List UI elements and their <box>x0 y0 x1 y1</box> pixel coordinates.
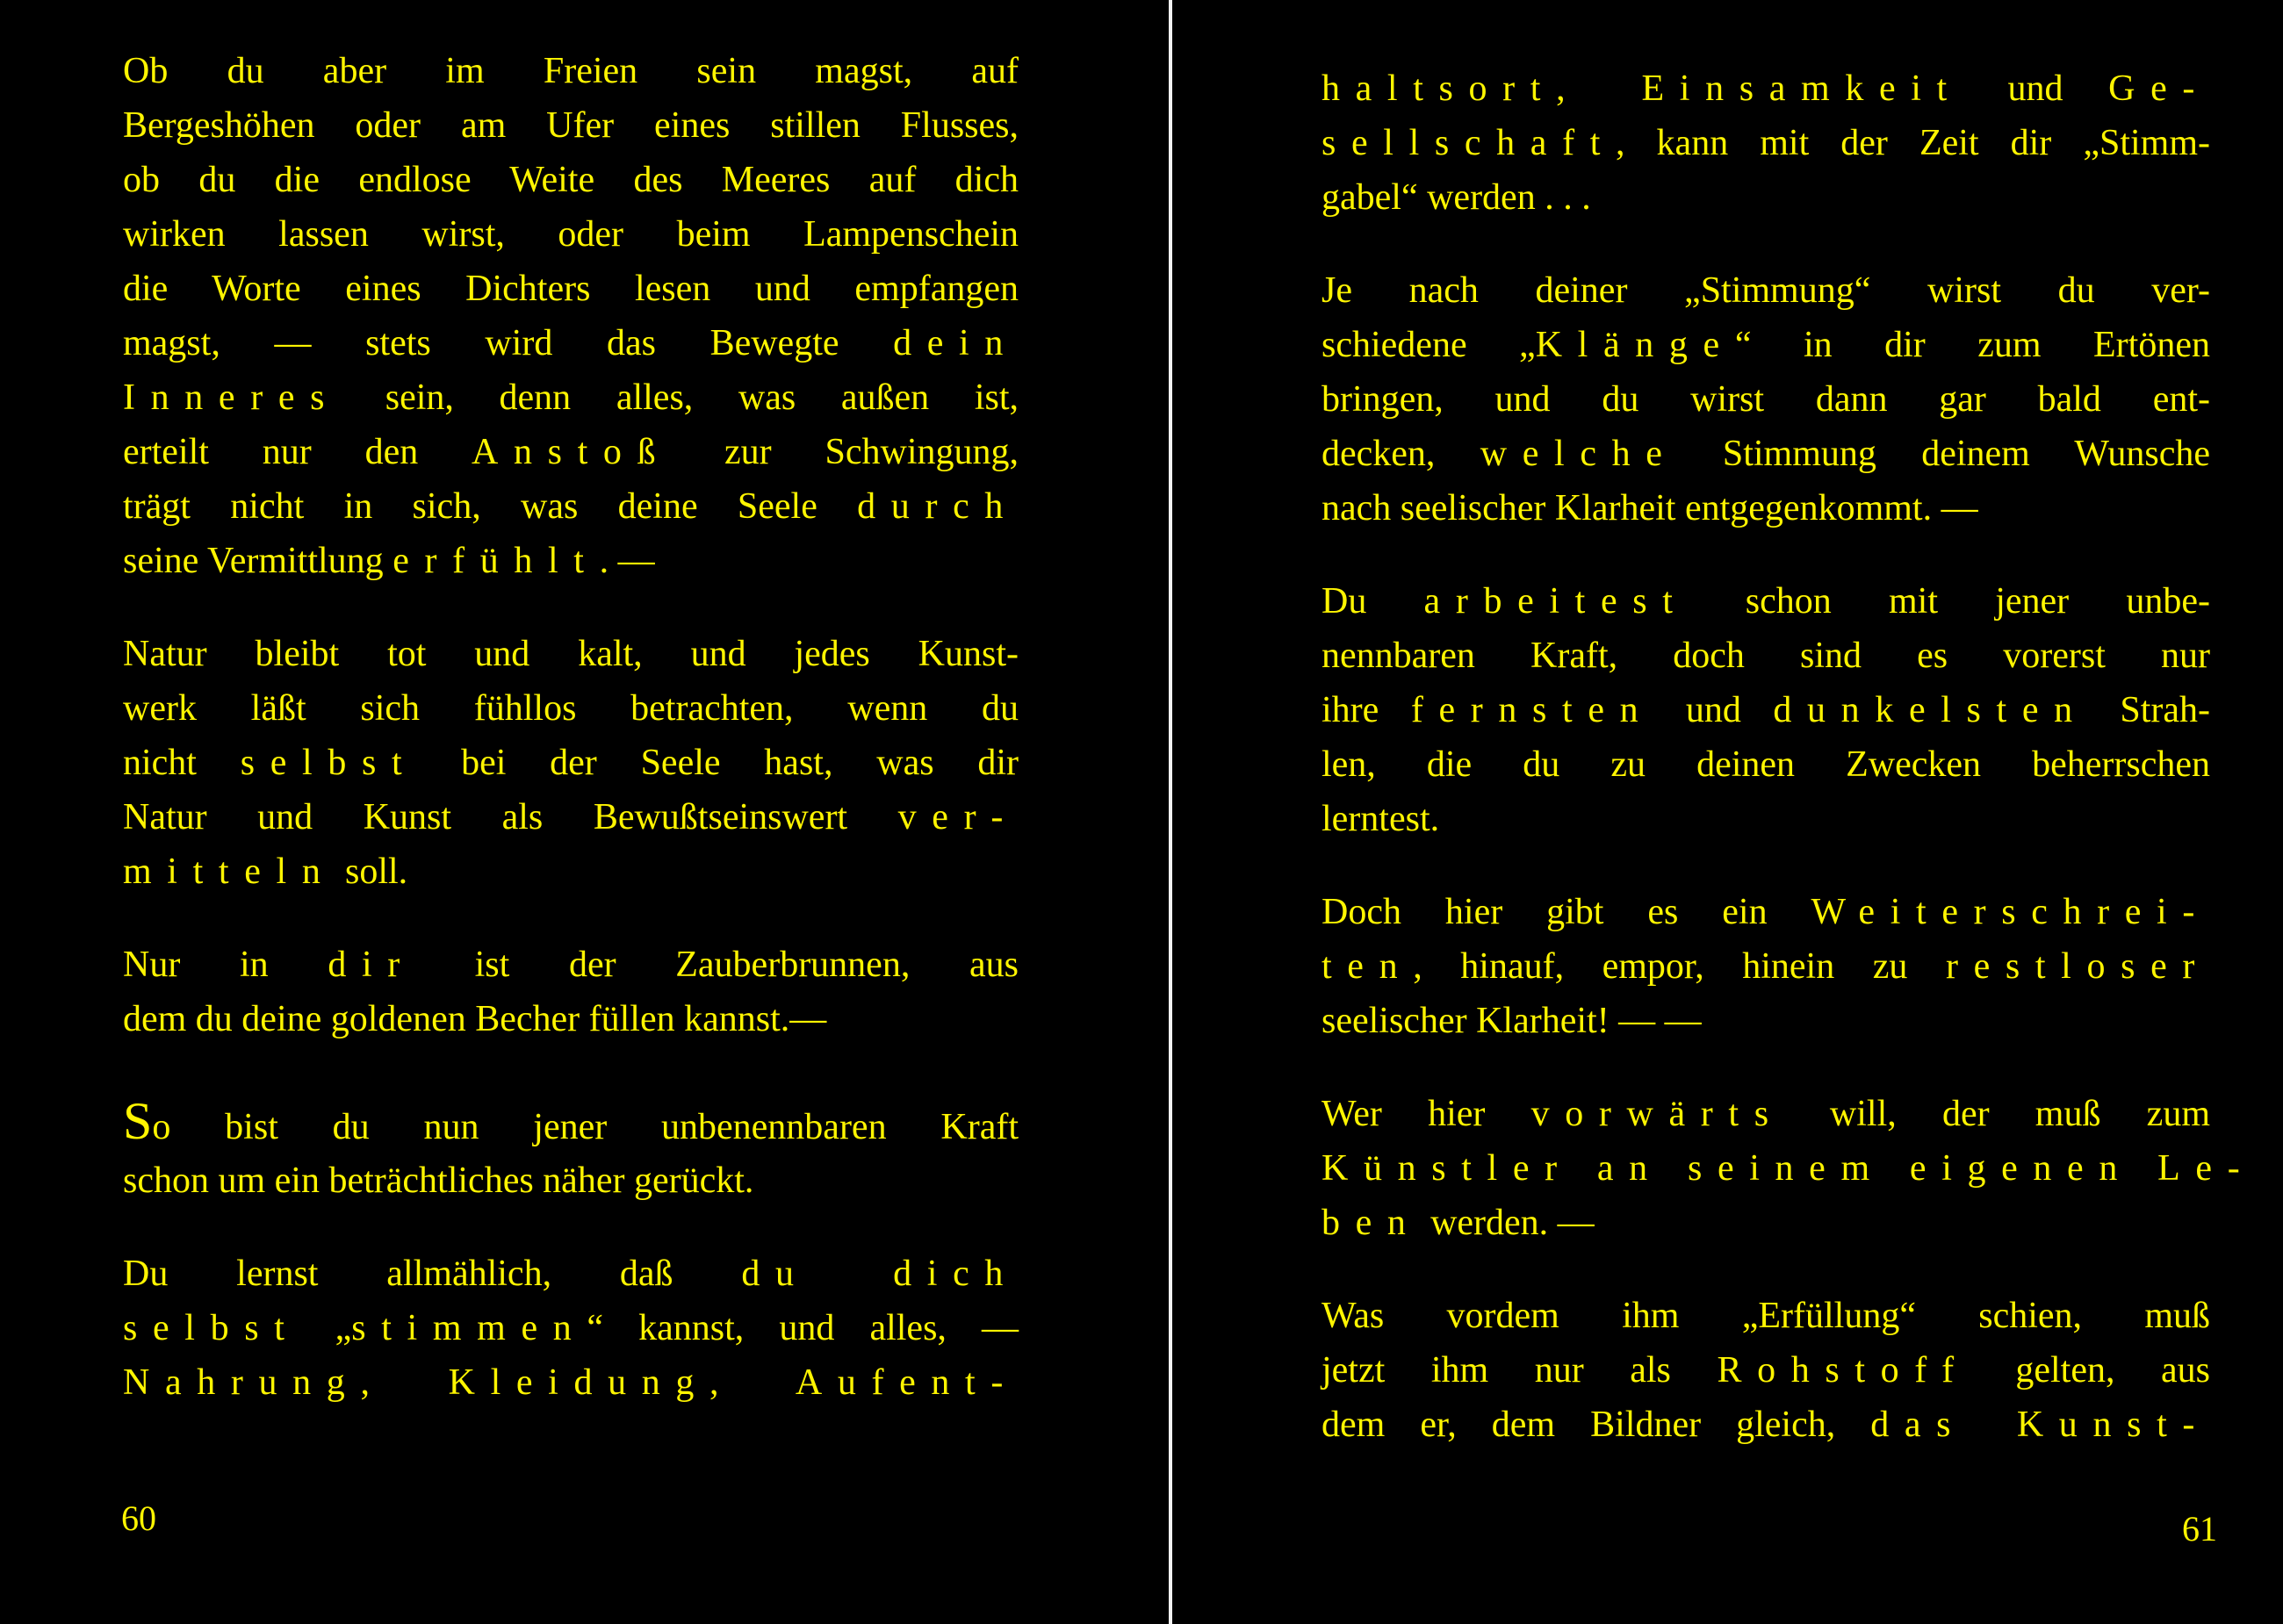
spaced-emphasis: Anstoß <box>472 432 672 472</box>
text-line: nach seelischer Klarheit entgegenkommt. — <box>1322 488 1978 528</box>
spaced-emphasis: Inneres <box>123 377 341 418</box>
left-page-text <box>123 44 1019 1448</box>
spaced-emphasis: ver- <box>897 797 1019 837</box>
spaced-emphasis: stimmen <box>351 1308 587 1348</box>
text-line: So bist du nun jener unbenennbaren Kraft <box>123 1092 1019 1150</box>
spaced-emphasis: erfühlt <box>393 541 600 581</box>
text-line: Natur und Kunst als Bewußtseinswert ver- <box>123 797 1019 837</box>
spaced-emphasis: Weiterschrei- <box>1811 892 2210 932</box>
initial-capital: S <box>123 1092 153 1150</box>
spaced-emphasis: Ge- <box>2108 68 2210 109</box>
spaced-emphasis: fernsten <box>1410 690 1654 730</box>
spaced-emphasis: dein <box>893 323 1019 363</box>
text-line: decken, welche Stimmung deinem Wunsche <box>1322 434 2210 474</box>
spaced-emphasis: vorwärts <box>1530 1094 1784 1134</box>
text-line: ten, hinauf, empor, hinein zu restloser <box>1322 946 2210 987</box>
paragraph <box>1322 263 2210 535</box>
paragraph <box>123 44 1019 588</box>
text-line: die Worte eines Dichters lesen und empfangen <box>123 269 1019 309</box>
paragraph <box>1322 1289 2210 1452</box>
text-line: magst, — stets wird das Bewegte dein <box>123 323 1019 363</box>
text-line: bringen, und du wirst dann gar bald ent- <box>1322 379 2210 420</box>
spaced-emphasis: du dich <box>741 1254 1019 1294</box>
paragraph <box>1322 1087 2256 1250</box>
text-line: erteilt nur den Anstoß zur Schwingung, <box>123 432 1019 472</box>
text-line: trägt nicht in sich, was deine Seele durch <box>123 486 1019 527</box>
text-line: dem du deine goldenen Becher füllen kannst.— <box>123 999 827 1039</box>
text-line: Doch hier gibt es ein Weiterschrei- <box>1322 892 2210 932</box>
paragraph <box>123 1092 1019 1208</box>
right-page <box>1177 0 2283 1624</box>
spaced-emphasis: arbeitest <box>1423 581 1689 622</box>
spaced-emphasis: Klänge <box>1535 325 1735 365</box>
text-line: haltsort, Einsamkeit und Ge- <box>1322 68 2210 109</box>
paragraph <box>123 627 1019 899</box>
text-line: Du arbeitest schon mit jener unbe- <box>1322 581 2210 622</box>
text-line: ihre fernsten und dunkelsten Strah- <box>1322 690 2210 730</box>
page-number: 60 <box>121 1498 156 1538</box>
text-line: Natur bleibt tot und kalt, und jedes Kunst- <box>123 634 1019 674</box>
text-line: lerntest. <box>1322 799 1440 839</box>
text-line: Bergeshöhen oder am Ufer eines stillen Flusses, <box>123 105 1019 146</box>
text-line: wirken lassen wirst, oder beim Lampenschein <box>123 214 1019 255</box>
text-line: dem er, dem Bildner gleich, das Kunst- <box>1322 1405 2211 1445</box>
spaced-emphasis: welche <box>1480 434 1678 474</box>
spaced-emphasis: sellschaft <box>1322 123 1617 163</box>
text-line: Ob du aber im Freien sein magst, auf <box>123 51 1019 91</box>
spaced-emphasis: das Kunst- <box>1870 1405 2211 1445</box>
spaced-emphasis: restloser <box>1945 946 2210 987</box>
spaced-emphasis: durch <box>857 486 1019 527</box>
paragraph <box>1322 61 2210 225</box>
text-line: len, die du zu deinen Zwecken beherrschen <box>1322 744 2210 785</box>
spaced-emphasis: ten <box>1322 946 1414 987</box>
page-number: 61 <box>2182 1509 2217 1549</box>
text-line: mitteln soll. <box>123 852 408 892</box>
text-line: ben werden. — <box>1322 1203 1595 1243</box>
text-line: Du lernst allmählich, daß du dich <box>123 1254 1019 1294</box>
text-line: gabel“ werden . . . <box>1322 177 1591 218</box>
text-line: schon um ein beträchtliches näher gerückt. <box>123 1161 754 1201</box>
right-page-text <box>1322 61 2256 1491</box>
spaced-emphasis: Nahrung, Kleidung, Aufent- <box>123 1362 1019 1403</box>
text-line: nennbaren Kraft, doch sind es vorerst nur <box>1322 636 2210 676</box>
spaced-emphasis: Rohstoff <box>1717 1350 1970 1390</box>
text-line: sellschaft, kann mit der Zeit dir „Stimm- <box>1322 123 2210 163</box>
text-line: jetzt ihm nur als Rohstoff gelten, aus <box>1322 1350 2210 1390</box>
paragraph <box>123 938 1019 1046</box>
text-line: Inneres sein, denn alles, was außen ist, <box>123 377 1019 418</box>
spaced-emphasis: selbst <box>123 1308 300 1348</box>
text-line: Je nach deiner „Stimmung“ wirst du ver- <box>1322 270 2210 311</box>
spaced-emphasis: haltsort, Einsamkeit <box>1322 68 1963 109</box>
text-line: werk läßt sich fühllos betrachten, wenn du <box>123 688 1019 729</box>
text-line <box>1322 1141 2256 1196</box>
text-line: seine Vermittlung erfühlt. — <box>123 541 655 581</box>
book-gutter <box>1169 0 1172 1624</box>
text-line: ob du die endlose Weite des Meeres auf dich <box>123 160 1019 200</box>
spaced-emphasis: selbst <box>240 743 418 783</box>
paragraph <box>123 1247 1019 1410</box>
text-line <box>123 1355 1019 1410</box>
paragraph <box>1322 885 2210 1048</box>
text-line: Wer hier vorwärts will, der muß zum <box>1322 1094 2210 1134</box>
spaced-emphasis: dir <box>328 945 415 985</box>
text-line: schiedene „Klänge“ in dir zum Ertönen <box>1322 325 2210 365</box>
spaced-emphasis: ben <box>1322 1203 1422 1243</box>
spaced-emphasis: dunkelsten <box>1773 690 2088 730</box>
text-line: selbst „stimmen“ kannst, und alles, — <box>123 1308 1019 1348</box>
spaced-emphasis: mitteln <box>123 852 336 892</box>
spaced-emphasis: Künstler an seinem eigenen Le- <box>1322 1148 2256 1189</box>
text-line: Nur in dir ist der Zauberbrunnen, aus <box>123 945 1019 985</box>
text-line: Was vordem ihm „Erfüllung“ schien, muß <box>1322 1296 2210 1336</box>
paragraph <box>1322 574 2210 846</box>
text-line: nicht selbst bei der Seele hast, was dir <box>123 743 1019 783</box>
text-line: seelischer Klarheit! — — <box>1322 1001 1702 1041</box>
